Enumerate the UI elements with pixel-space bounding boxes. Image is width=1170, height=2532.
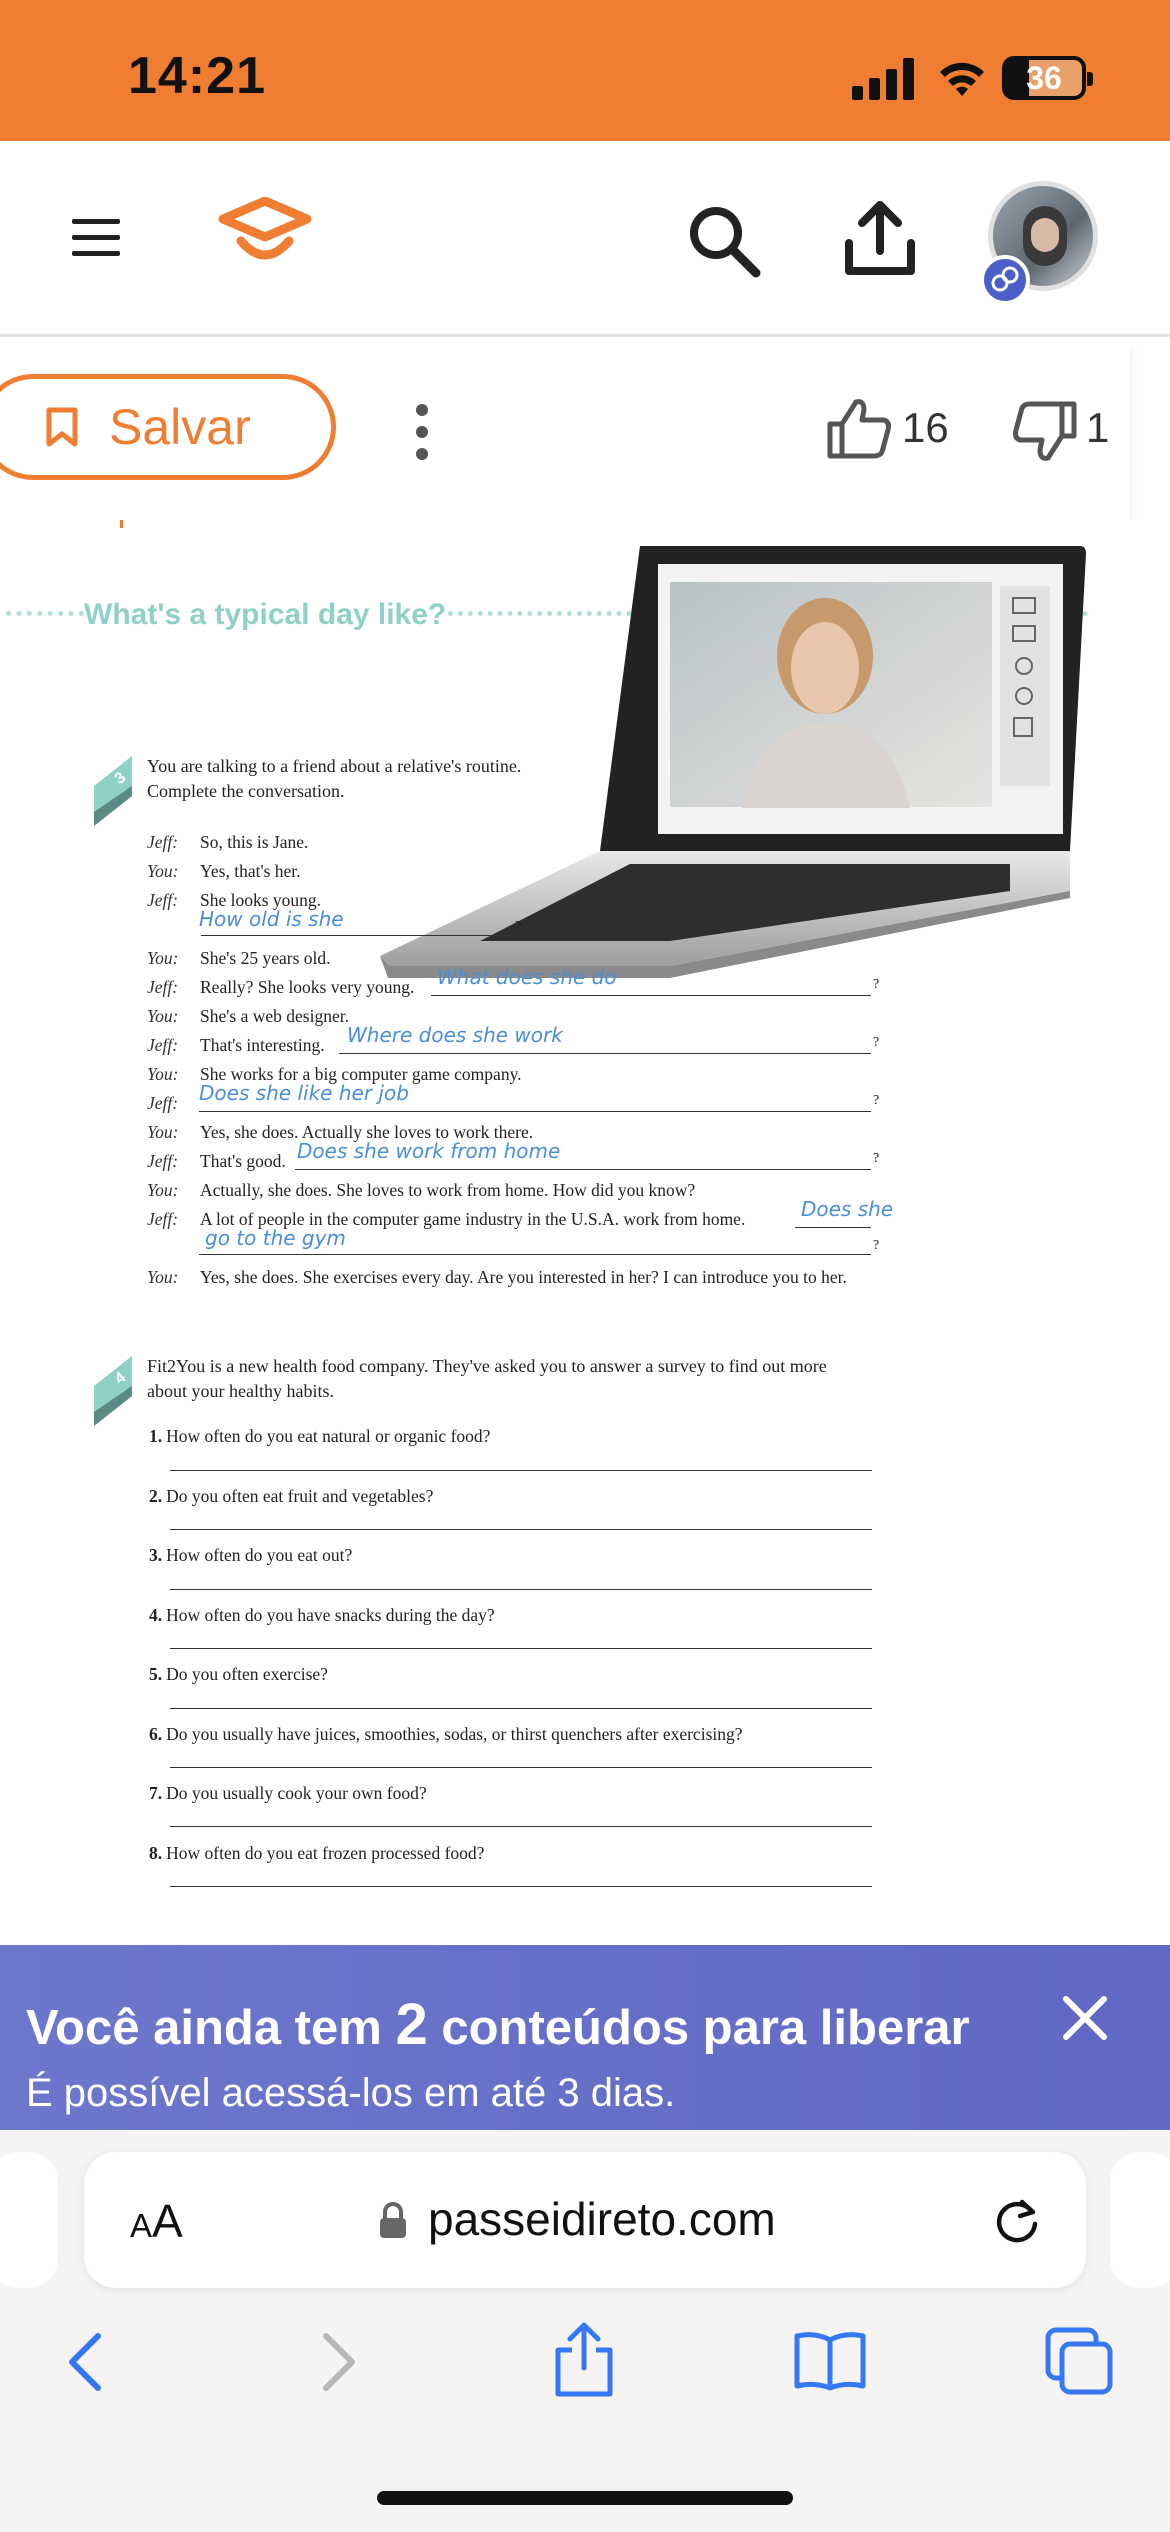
question-number: 3. xyxy=(149,1545,163,1565)
document-action-bar xyxy=(0,340,1130,520)
exercise-4-intro xyxy=(147,1354,827,1404)
dialogue-line xyxy=(147,1081,880,1118)
svg-text:4: 4 xyxy=(111,1369,130,1388)
handwritten-answer: What does she do xyxy=(437,965,617,989)
hamburger-menu-icon[interactable] xyxy=(72,219,120,257)
survey-question xyxy=(149,1783,427,1804)
banner-title-part: conteúdos para liberar xyxy=(441,2001,970,2055)
search-icon[interactable] xyxy=(686,203,762,279)
unlock-content-banner[interactable] xyxy=(0,1945,1170,2130)
share-icon[interactable] xyxy=(552,2322,616,2398)
dialogue-text: That's interesting. xyxy=(200,1035,325,1055)
page-marker xyxy=(120,520,123,528)
answer-line xyxy=(170,1589,872,1590)
dialogue-text: She's 25 years old. xyxy=(200,948,331,968)
survey-question xyxy=(149,1426,490,1447)
question-text: How often do you eat frozen processed food? xyxy=(166,1843,485,1863)
graduation-cap-logo[interactable] xyxy=(215,197,315,279)
wifi-icon xyxy=(937,54,987,98)
app-header xyxy=(0,141,1170,337)
heading-dots-left xyxy=(6,611,84,616)
save-button[interactable] xyxy=(0,374,336,480)
dialogue-text: Yes, that's her. xyxy=(200,861,301,881)
home-indicator xyxy=(377,2491,793,2505)
speaker: Jeff: xyxy=(147,1209,179,1229)
banner-title-part: Você ainda tem xyxy=(26,2001,382,2055)
exercise-3-intro xyxy=(147,754,521,804)
dialogue-text: She works for a big computer game company. xyxy=(200,1064,522,1084)
answer-line xyxy=(170,1886,872,1887)
close-icon[interactable] xyxy=(1062,1995,1108,2041)
dialogue-text: Yes, she does. Actually she loves to work there. xyxy=(200,1122,534,1142)
question-mark: ? xyxy=(873,1035,880,1050)
back-icon[interactable] xyxy=(66,2332,106,2392)
dialogue-text: A lot of people in the computer game industry in the U.S.A. work from home. xyxy=(200,1209,746,1229)
like-count: 16 xyxy=(902,404,949,451)
answer-line xyxy=(170,1529,872,1530)
answer-line xyxy=(170,1470,872,1471)
intro-line: about your healthy habits. xyxy=(147,1381,334,1401)
text-size-large: A xyxy=(152,2195,183,2247)
answer-line xyxy=(147,1226,880,1263)
url-text[interactable]: passeidireto.com xyxy=(428,2193,776,2245)
avatar-badge-icon xyxy=(980,255,1030,305)
speaker: You: xyxy=(147,1267,179,1287)
speaker: You: xyxy=(147,861,179,881)
dialogue-line xyxy=(147,1263,877,1292)
browser-toolbar xyxy=(0,2130,1170,2532)
lock-icon xyxy=(378,2202,408,2240)
address-bar[interactable] xyxy=(84,2152,1086,2288)
dialogue-text: Yes, she does. She exercises every day. Are you interested in her? I can introduce you to her. xyxy=(200,1267,847,1287)
next-tab-card[interactable] xyxy=(1110,2152,1170,2288)
bookmarks-icon[interactable] xyxy=(793,2330,867,2392)
save-button-label: Salvar xyxy=(109,399,251,455)
answer-line xyxy=(170,1767,872,1768)
question-mark: ? xyxy=(873,977,880,992)
handwritten-answer: Where does she work xyxy=(347,1023,563,1047)
cellular-signal-icon xyxy=(852,58,916,100)
dialogue-text: That's good. xyxy=(200,1151,286,1171)
question-number: 1. xyxy=(149,1426,163,1446)
question-mark: ? xyxy=(515,919,522,934)
handwritten-answer: go to the gym xyxy=(205,1226,346,1250)
dialogue-line xyxy=(147,1023,880,1060)
question-text: Do you usually have juices, smoothies, sodas, or thirst quenchers after exercising? xyxy=(166,1724,743,1744)
handwritten-answer: Does she xyxy=(801,1197,894,1221)
survey-question xyxy=(149,1605,495,1626)
reader-text-size-button[interactable] xyxy=(130,2194,183,2248)
survey-question xyxy=(149,1545,352,1566)
speaker: Jeff: xyxy=(147,977,179,997)
intro-line: Complete the conversation. xyxy=(147,781,345,801)
dialogue-text: She's a web designer. xyxy=(200,1006,349,1026)
question-mark: ? xyxy=(873,1093,880,1108)
question-number: 7. xyxy=(149,1783,163,1803)
dialogue-line xyxy=(147,1139,880,1176)
reload-icon[interactable] xyxy=(992,2196,1042,2246)
bookmark-icon xyxy=(45,406,79,448)
intro-line: Fit2You is a new health food company. They've asked you to answer a survey to find out more xyxy=(147,1356,827,1376)
question-mark: ? xyxy=(873,1151,880,1166)
exercise-4-badge xyxy=(94,1356,132,1426)
upload-icon[interactable] xyxy=(844,201,916,277)
document-page xyxy=(0,520,1170,1945)
speaker: Jeff: xyxy=(147,832,179,852)
battery-level: 36 xyxy=(1026,60,1062,96)
previous-tab-card[interactable] xyxy=(0,2152,58,2288)
answer-line xyxy=(170,1648,872,1649)
speaker: You: xyxy=(147,1180,179,1200)
speaker: Jeff: xyxy=(147,890,179,910)
dialogue-text: Actually, she does. She loves to work from home. How did you know? xyxy=(200,1180,696,1200)
question-text: Do you often exercise? xyxy=(166,1664,328,1684)
speaker: Jeff: xyxy=(147,1093,179,1113)
dislike-thumbs-down-icon[interactable] xyxy=(1012,400,1078,464)
status-bar xyxy=(0,0,1170,141)
question-number: 5. xyxy=(149,1664,163,1684)
tabs-icon[interactable] xyxy=(1044,2326,1114,2396)
speaker: You: xyxy=(147,1006,179,1026)
answer-line xyxy=(170,1826,872,1827)
question-number: 6. xyxy=(149,1724,163,1744)
svg-text:3: 3 xyxy=(111,769,130,788)
speaker: Jeff: xyxy=(147,1035,179,1055)
handwritten-answer: Does she work from home xyxy=(297,1139,561,1163)
speaker: You: xyxy=(147,1122,179,1142)
battery-icon xyxy=(1002,56,1086,100)
survey-question xyxy=(149,1843,484,1864)
question-number: 4. xyxy=(149,1605,163,1625)
remaining-count: 2 xyxy=(395,1992,428,2057)
banner-subtitle: É possível acessá-los em até 3 dias. xyxy=(26,2071,676,2115)
speaker: You: xyxy=(147,948,179,968)
question-text: How often do you eat natural or organic food? xyxy=(166,1426,491,1446)
question-text: How often do you have snacks during the day? xyxy=(166,1605,495,1625)
question-number: 2. xyxy=(149,1486,163,1506)
question-text: How often do you eat out? xyxy=(166,1545,353,1565)
question-text: Do you often eat fruit and vegetables? xyxy=(166,1486,434,1506)
dialogue-line xyxy=(147,857,877,886)
question-mark: ? xyxy=(873,1238,880,1253)
speaker: You: xyxy=(147,1064,179,1084)
question-number: 8. xyxy=(149,1843,163,1863)
status-time: 14:21 xyxy=(128,47,266,105)
survey-question xyxy=(149,1664,328,1685)
survey-question xyxy=(149,1724,743,1745)
intro-line: You are talking to a friend about a relative's routine. xyxy=(147,756,522,776)
handwritten-answer: Does she like her job xyxy=(199,1081,409,1105)
dialogue-line xyxy=(147,965,880,1002)
banner-title xyxy=(26,1991,970,2058)
survey-question xyxy=(149,1486,433,1507)
answer-line xyxy=(147,907,877,944)
more-options-icon[interactable] xyxy=(410,402,434,462)
dialogue-text: Really? She looks very young. xyxy=(200,977,415,997)
speaker: Jeff: xyxy=(147,1151,179,1171)
dialogue-text: She looks young. xyxy=(200,890,322,910)
exercise-3-badge xyxy=(94,756,132,826)
section-heading: What's a typical day like? xyxy=(84,598,447,631)
answer-line xyxy=(170,1708,872,1709)
dialogue-text: So, this is Jane. xyxy=(200,832,309,852)
dialogue-line xyxy=(147,828,877,857)
like-thumbs-up-icon[interactable] xyxy=(826,396,892,460)
question-text: Do you usually cook your own food? xyxy=(166,1783,427,1803)
forward-icon[interactable] xyxy=(318,2332,358,2392)
dislike-count: 1 xyxy=(1086,404,1110,451)
dialogue-line xyxy=(147,1176,877,1205)
handwritten-answer: How old is she xyxy=(199,907,344,931)
text-size-small: A xyxy=(130,2207,153,2244)
